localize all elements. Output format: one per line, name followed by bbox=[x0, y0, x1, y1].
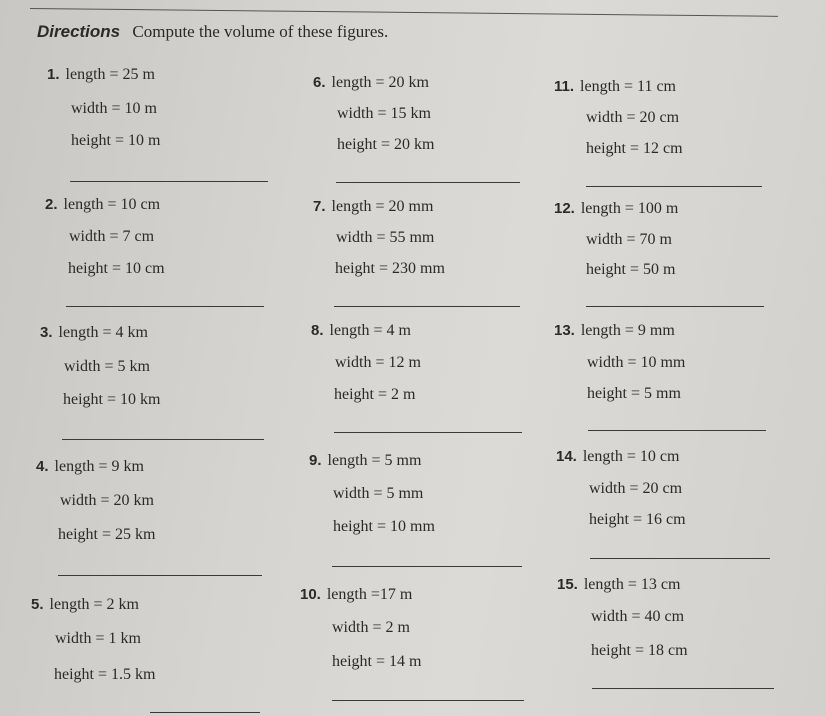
width-value: width = 12 m bbox=[335, 354, 421, 371]
length-value: length = 10 cm bbox=[582, 448, 680, 465]
problem-number: 1. bbox=[47, 66, 60, 83]
answer-line[interactable] bbox=[150, 712, 260, 713]
answer-line[interactable] bbox=[332, 700, 524, 701]
problem-number: 11. bbox=[554, 78, 575, 95]
width-value: width = 55 mm bbox=[336, 229, 435, 246]
problem-number: 8. bbox=[311, 322, 324, 339]
directions-label: Directions bbox=[37, 22, 121, 41]
length-value: length = 9 km bbox=[54, 458, 144, 475]
height-value: height = 1.5 km bbox=[54, 666, 156, 683]
height-value: height = 25 km bbox=[58, 526, 156, 543]
answer-line[interactable] bbox=[332, 566, 522, 567]
problem-number: 7. bbox=[313, 198, 326, 215]
answer-line[interactable] bbox=[590, 558, 770, 559]
length-value: length = 5 mm bbox=[327, 452, 422, 469]
width-value: width = 1 km bbox=[55, 630, 141, 647]
length-value: length = 2 km bbox=[49, 596, 139, 613]
answer-line[interactable] bbox=[336, 182, 520, 183]
problem-number: 12. bbox=[554, 200, 575, 217]
answer-line[interactable] bbox=[58, 575, 262, 576]
length-value: length = 4 m bbox=[329, 322, 411, 339]
problem-number: 10. bbox=[300, 586, 321, 603]
height-value: height = 10 km bbox=[63, 391, 161, 408]
problem-number: 3. bbox=[40, 324, 53, 341]
answer-line[interactable] bbox=[62, 439, 264, 440]
directions bbox=[37, 22, 388, 42]
length-value: length = 20 km bbox=[331, 74, 429, 91]
length-value: length = 13 cm bbox=[583, 576, 681, 593]
problem-number: 15. bbox=[557, 576, 578, 593]
answer-line[interactable] bbox=[588, 430, 766, 431]
height-value: height = 50 m bbox=[586, 261, 676, 278]
directions-text: Compute the volume of these figures. bbox=[132, 22, 389, 41]
height-value: height = 20 km bbox=[337, 136, 435, 153]
problem-number: 4. bbox=[36, 458, 49, 475]
length-value: length = 11 cm bbox=[580, 78, 676, 95]
problem-number: 5. bbox=[31, 596, 44, 613]
height-value: height = 14 m bbox=[332, 653, 422, 670]
width-value: width = 20 cm bbox=[589, 480, 683, 497]
width-value: width = 5 km bbox=[64, 358, 150, 375]
height-value: height = 18 cm bbox=[591, 642, 688, 659]
answer-line[interactable] bbox=[586, 186, 762, 187]
answer-line[interactable] bbox=[592, 688, 774, 689]
problem-number: 2. bbox=[45, 196, 58, 213]
height-value: height = 12 cm bbox=[586, 140, 683, 157]
height-value: height = 10 cm bbox=[68, 260, 165, 277]
width-value: width = 70 m bbox=[586, 231, 672, 248]
problem-number: 9. bbox=[309, 452, 322, 469]
answer-line[interactable] bbox=[334, 432, 522, 433]
height-value: height = 2 m bbox=[334, 386, 416, 403]
width-value: width = 20 km bbox=[60, 492, 154, 509]
width-value: width = 5 mm bbox=[333, 485, 424, 502]
height-value: height = 5 mm bbox=[587, 385, 681, 402]
length-value: length =17 m bbox=[326, 586, 413, 603]
length-value: length = 10 cm bbox=[63, 196, 161, 213]
problem-number: 14. bbox=[556, 448, 577, 465]
answer-line[interactable] bbox=[334, 306, 520, 307]
width-value: width = 20 cm bbox=[586, 109, 680, 126]
length-value: length = 25 m bbox=[65, 66, 155, 83]
answer-line[interactable] bbox=[66, 306, 264, 307]
width-value: width = 7 cm bbox=[69, 228, 155, 245]
height-value: height = 16 cm bbox=[589, 511, 686, 528]
answer-line[interactable] bbox=[586, 306, 764, 307]
width-value: width = 15 km bbox=[337, 105, 431, 122]
height-value: height = 10 m bbox=[71, 132, 161, 149]
top-rule bbox=[30, 8, 778, 17]
length-value: length = 100 m bbox=[580, 200, 679, 217]
problem-number: 13. bbox=[554, 322, 575, 339]
height-value: height = 10 mm bbox=[333, 518, 435, 535]
length-value: length = 4 km bbox=[58, 324, 148, 341]
length-value: length = 9 mm bbox=[580, 322, 675, 339]
width-value: width = 2 m bbox=[332, 619, 410, 636]
width-value: width = 40 cm bbox=[591, 608, 685, 625]
length-value: length = 20 mm bbox=[331, 198, 434, 215]
answer-line[interactable] bbox=[70, 181, 268, 182]
width-value: width = 10 m bbox=[71, 100, 157, 117]
height-value: height = 230 mm bbox=[335, 260, 445, 277]
problem-number: 6. bbox=[313, 74, 326, 91]
width-value: width = 10 mm bbox=[587, 354, 686, 371]
